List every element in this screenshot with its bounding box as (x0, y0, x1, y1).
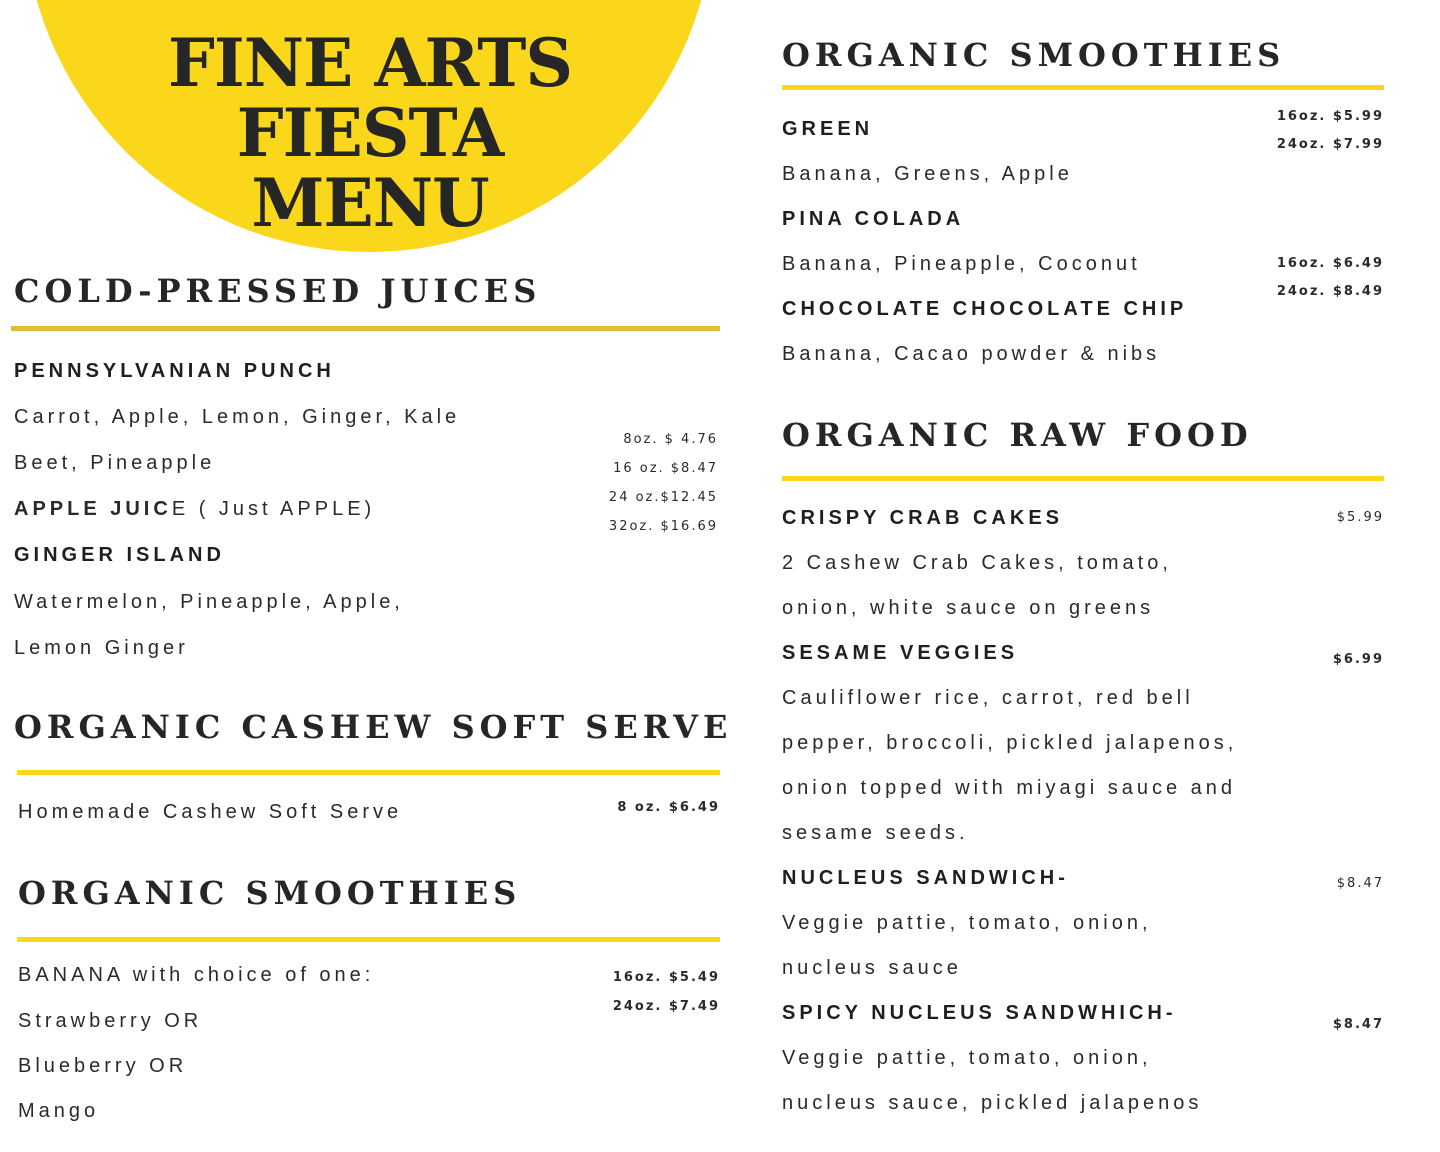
juice-item-name-bold: APPLE JUIC (14, 498, 172, 520)
raw-item-desc: Veggie pattie, tomato, onion, (782, 912, 1152, 934)
title-line-1: FINE ARTS (167, 24, 572, 102)
raw-item-price: $8.47 (1332, 1017, 1384, 1032)
juices-divider (11, 326, 720, 331)
raw-item-desc: Veggie pattie, tomato, onion, (782, 1047, 1152, 1069)
juice-item-desc: Beet, Pineapple (14, 452, 216, 474)
raw-item-price: $5.99 (1336, 510, 1384, 525)
raw-item-desc: nucleus sauce (782, 957, 962, 979)
juice-item-name: PENNSYLVANIAN PUNCH (14, 360, 335, 382)
raw-item-desc: pepper, broccoli, pickled jalapenos, (782, 732, 1238, 754)
juice-item-name-tail: E ( Just APPLE) (171, 498, 376, 520)
raw-item-desc: nucleus sauce, pickled jalapenos (782, 1092, 1203, 1114)
juices-heading: COLD-PRESSED JUICES (14, 272, 542, 310)
menu-title (140, 24, 600, 242)
smoothie-price: 16oz. $6.49 (1276, 256, 1384, 271)
juice-item-desc: Lemon Ginger (14, 637, 189, 659)
smoothie-item-desc: Banana, Cacao powder & nibs (782, 343, 1161, 365)
raw-item-desc: sesame seeds. (782, 822, 969, 844)
juice-item-name (14, 498, 375, 521)
juice-item-name: GINGER ISLAND (14, 544, 225, 566)
juice-item-desc: Carrot, Apple, Lemon, Ginger, Kale (14, 406, 461, 428)
raw-item-name: NUCLEUS SANDWICH- (782, 867, 1069, 889)
soft-serve-item: Homemade Cashew Soft Serve (18, 801, 403, 823)
raw-item-name: SPICY NUCLEUS SANDWHICH- (782, 1002, 1177, 1024)
raw-item-desc: Cauliflower rice, carrot, red bell (782, 687, 1194, 709)
juice-price: 24 oz.$12.45 (608, 490, 718, 505)
smoothie-price: 24oz. $8.49 (1276, 284, 1384, 299)
smoothie-item-name: GREEN (782, 118, 874, 140)
soft-serve-heading: ORGANIC CASHEW SOFT SERVE (14, 708, 733, 746)
smoothie-price: 16oz. $5.49 (612, 970, 720, 985)
juice-item-desc: Watermelon, Pineapple, Apple, (14, 591, 404, 613)
smoothie-price: 16oz. $5.99 (1276, 109, 1384, 124)
smoothies-left-divider (17, 937, 720, 942)
smoothie-item-name: CHOCOLATE CHOCOLATE CHIP (782, 298, 1188, 320)
smoothie-option: Mango (18, 1100, 100, 1122)
raw-item-name: CRISPY CRAB CAKES (782, 507, 1063, 529)
raw-food-heading: ORGANIC RAW FOOD (782, 416, 1253, 454)
raw-item-desc: onion, white sauce on greens (782, 597, 1155, 619)
smoothie-option: Strawberry OR (18, 1010, 203, 1032)
smoothie-price: 24oz. $7.99 (1276, 137, 1384, 152)
soft-serve-price: 8 oz. $6.49 (617, 800, 720, 815)
raw-item-price: $8.47 (1336, 876, 1384, 891)
smoothies-right-heading: ORGANIC SMOOTHIES (782, 36, 1286, 74)
soft-serve-divider (17, 770, 720, 775)
raw-item-price: $6.99 (1332, 652, 1384, 667)
smoothie-option: Blueberry OR (18, 1055, 188, 1077)
juice-price: 16 oz. $8.47 (613, 461, 718, 476)
raw-item-name: SESAME VEGGIES (782, 642, 1019, 664)
title-line-2: FIESTA (236, 94, 504, 172)
smoothies-right-divider (782, 85, 1384, 90)
smoothies-left-heading: ORGANIC SMOOTHIES (18, 874, 522, 912)
title-line-3: MENU (251, 164, 489, 242)
smoothie-item-name: PINA COLADA (782, 208, 965, 230)
smoothie-item-desc: Banana, Greens, Apple (782, 163, 1073, 185)
smoothie-price: 24oz. $7.49 (612, 999, 720, 1014)
smoothie-option: BANANA with choice of one: (18, 964, 375, 986)
juice-price: 8oz. $ 4.76 (623, 432, 718, 447)
raw-item-desc: onion topped with miyagi sauce and (782, 777, 1236, 799)
smoothie-item-desc: Banana, Pineapple, Coconut (782, 253, 1141, 275)
raw-item-desc: 2 Cashew Crab Cakes, tomato, (782, 552, 1172, 574)
raw-food-divider (782, 476, 1384, 481)
juice-price: 32oz. $16.69 (608, 519, 718, 534)
